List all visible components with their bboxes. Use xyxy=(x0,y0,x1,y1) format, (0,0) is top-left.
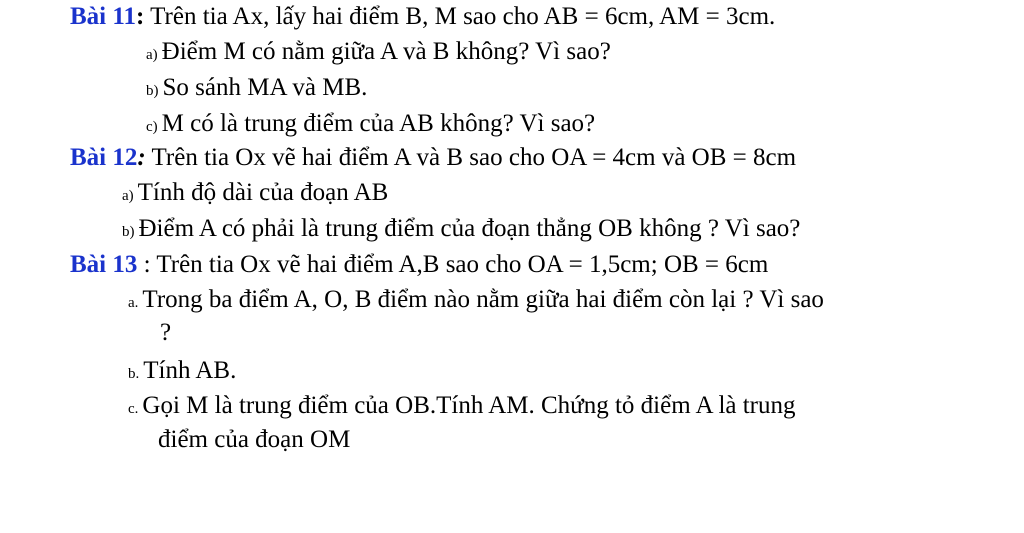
exercise-13-item-c xyxy=(128,391,796,424)
exercise-12-heading xyxy=(70,143,796,173)
exercise-13-item-b xyxy=(128,356,236,389)
exercise-11-title: Bài 11 xyxy=(70,3,136,30)
item-text: So sánh MA và MB. xyxy=(162,74,368,101)
exercise-13-title: Bài 13 xyxy=(70,251,138,278)
exercise-13-item-c-continuation: điểm của đoạn OM xyxy=(158,426,351,453)
exercise-12-item-a xyxy=(122,178,388,211)
item-marker: c) xyxy=(146,119,158,135)
exercise-12-title: Bài 12 xyxy=(70,144,138,171)
exercise-13-item-a xyxy=(128,285,824,318)
item-marker: c. xyxy=(128,401,139,417)
exercise-13-item-a-continuation: ? xyxy=(160,319,172,346)
exercise-11-item-b xyxy=(146,73,367,106)
exercise-11-heading xyxy=(70,2,775,32)
item-marker: b. xyxy=(128,366,140,382)
exercise-13-heading xyxy=(70,250,768,280)
exercise-12-text: Trên tia Ox vẽ hai điểm A và B sao cho OA = 4cm và OB = 8cm xyxy=(145,144,797,171)
exercise-12-item-b xyxy=(122,214,800,247)
item-marker: a) xyxy=(146,47,158,63)
item-marker: b) xyxy=(146,83,159,99)
exercise-11-item-c xyxy=(146,109,595,142)
item-text: Điểm A có phải là trung điểm của đoạn thẳng OB không ? Vì sao? xyxy=(138,215,801,242)
exercise-11-colon: : xyxy=(136,3,145,30)
item-text: Tính độ dài của đoạn AB xyxy=(137,179,389,206)
item-marker: b) xyxy=(122,224,135,240)
item-marker: a) xyxy=(122,188,134,204)
item-text: Trong ba điểm A, O, B điểm nào nằm giữa hai điểm còn lại ? Vì sao xyxy=(142,286,824,313)
item-text: Gọi M là trung điểm của OB.Tính AM. Chứng tỏ điểm A là trung xyxy=(142,392,796,419)
exercise-11-item-a xyxy=(146,37,611,70)
exercise-12-colon: : xyxy=(137,144,146,171)
item-text: M có là trung điểm của AB không? Vì sao? xyxy=(161,110,596,137)
item-text: Tính AB. xyxy=(143,357,237,384)
item-text: Điểm M có nằm giữa A và B không? Vì sao? xyxy=(161,38,611,65)
exercise-13-text: : Trên tia Ox vẽ hai điểm A,B sao cho OA = 1,5cm; OB = 6cm xyxy=(137,251,769,278)
exercise-11-text: Trên tia Ax, lấy hai điểm B, M sao cho AB = 6cm, AM = 3cm. xyxy=(144,3,776,30)
item-marker: a. xyxy=(128,295,139,311)
